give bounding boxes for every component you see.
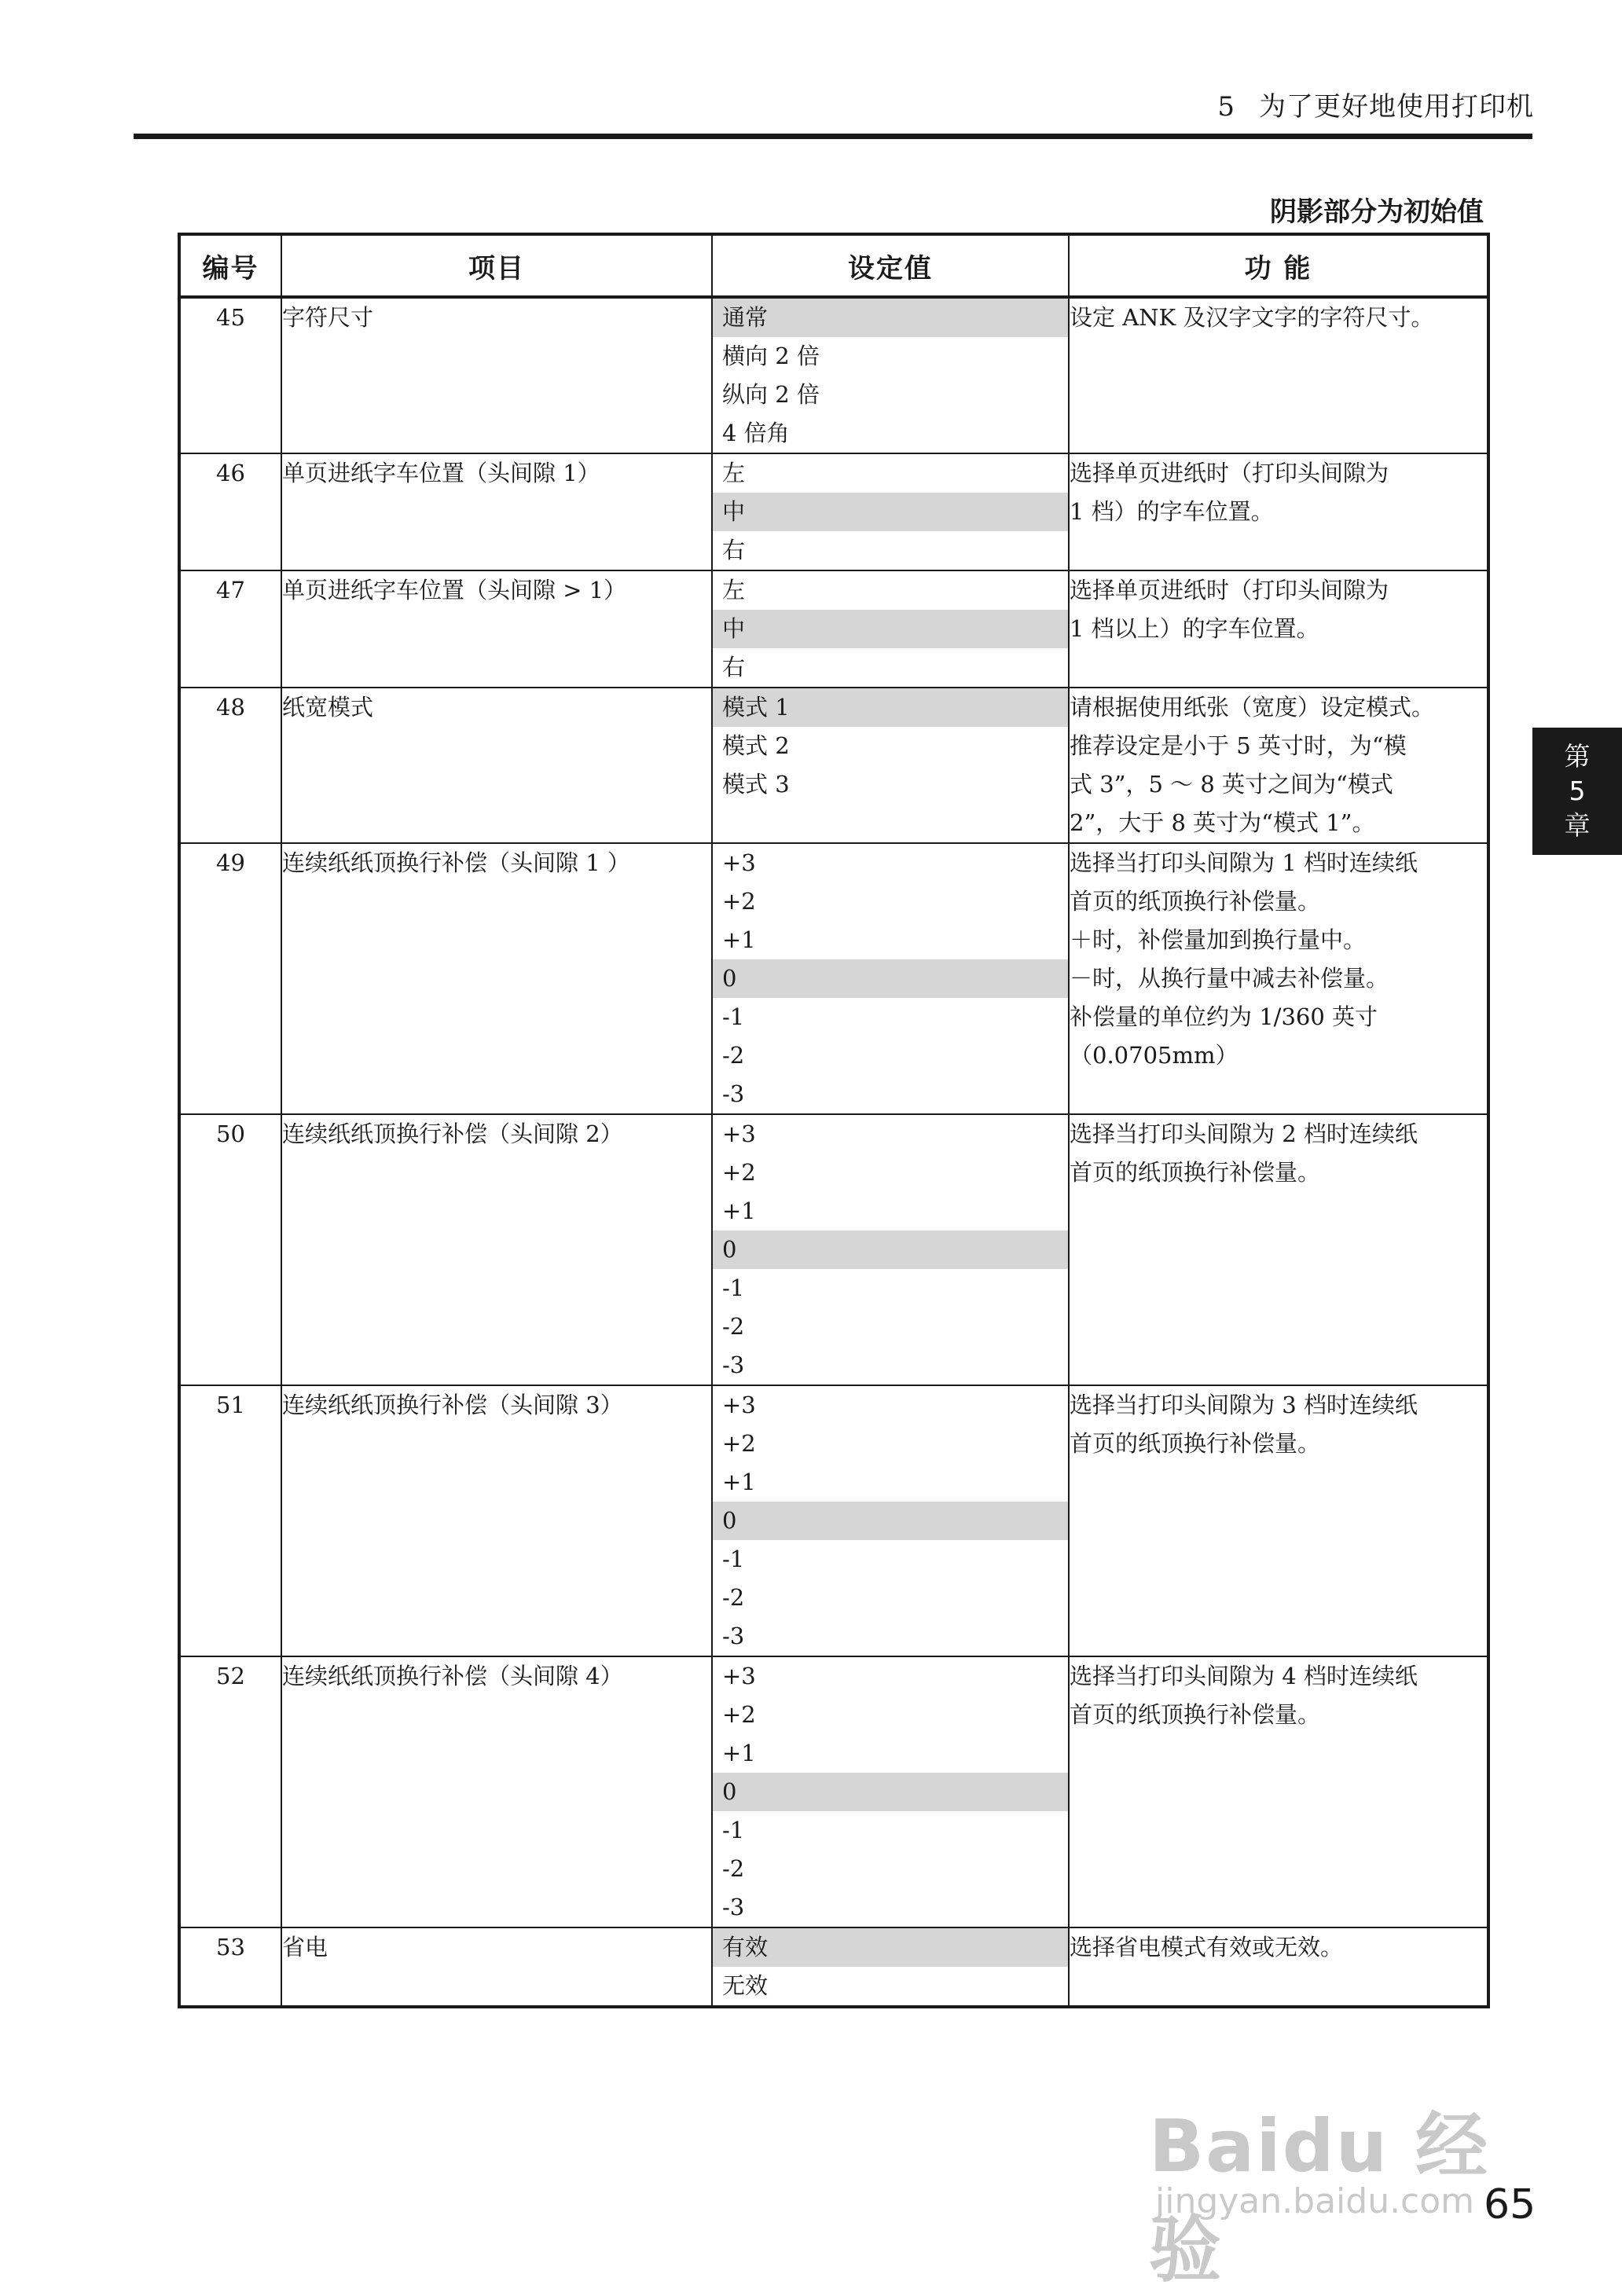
side-tab-line-2: 5 [1569, 776, 1586, 806]
table-row [179, 453, 1488, 570]
row-function [1069, 453, 1488, 570]
function-text-line: 1 档以上）的字车位置。 [1070, 615, 1319, 642]
setting-value: -2 [722, 1313, 745, 1340]
row-number: 48 [179, 688, 281, 843]
setting-value: 左 [722, 460, 746, 486]
row-number: 45 [179, 297, 281, 453]
row-setting-values [712, 1656, 1069, 1927]
setting-value: -1 [722, 1003, 745, 1030]
function-text-line: （0.0705mm） [1070, 1042, 1239, 1069]
row-item: 字符尺寸 [281, 297, 712, 453]
setting-value: -3 [722, 1623, 745, 1649]
row-item: 连续纸纸顶换行补偿（头间隙 4） [281, 1656, 712, 1927]
row-number: 53 [179, 1927, 281, 2007]
row-setting-values [712, 843, 1069, 1114]
setting-value: +3 [722, 1120, 756, 1147]
function-text-line: ＋时，补偿量加到换行量中。 [1070, 926, 1367, 953]
row-number: 51 [179, 1385, 281, 1656]
row-function [1069, 570, 1488, 688]
setting-value-initial: 中 [713, 493, 1068, 531]
function-text-line: 式 3”，5 ～ 8 英寸之间为“模式 [1070, 771, 1393, 798]
setting-value: +3 [722, 1663, 756, 1689]
watermark-logo: Baidu 经验 [1149, 2104, 1490, 2292]
function-text-line: 选择当打印头间隙为 1 档时连续纸 [1070, 849, 1418, 876]
setting-value: 模式 3 [722, 771, 790, 798]
setting-value: +1 [722, 1469, 756, 1495]
watermark-url: jingyan.baidu.com [1155, 2181, 1475, 2221]
row-function [1069, 843, 1488, 1114]
function-text-line: 选择当打印头间隙为 4 档时连续纸 [1070, 1663, 1418, 1689]
setting-value: +1 [722, 1740, 756, 1766]
header-chapter-title: 为了更好地使用打印机 [1259, 91, 1534, 123]
table-row [179, 1385, 1488, 1656]
function-text-line: 推荐设定是小于 5 英寸时，为“模 [1070, 732, 1407, 759]
table-caption: 阴影部分为初始值 [1270, 196, 1484, 228]
row-function [1069, 1385, 1488, 1656]
baidu-watermark [1149, 2041, 1526, 2292]
row-function [1069, 1114, 1488, 1385]
setting-value: 4 倍角 [722, 420, 790, 446]
settings-table [178, 233, 1490, 2008]
row-setting-values [712, 1114, 1069, 1385]
function-text-line: 首页的纸顶换行补偿量。 [1070, 1701, 1321, 1728]
side-tab-line-1: 第 [1564, 741, 1591, 772]
setting-value: -2 [722, 1584, 745, 1611]
setting-value: 右 [722, 654, 746, 680]
setting-value: -1 [722, 1275, 745, 1301]
row-setting-values [712, 1927, 1069, 2007]
page-number: 65 [1484, 2181, 1536, 2228]
col-header-number: 编号 [179, 234, 281, 297]
function-text-line: 选择省电模式有效或无效。 [1070, 1934, 1344, 1960]
table-row [179, 843, 1488, 1114]
row-number: 49 [179, 843, 281, 1114]
function-text-line: 设定 ANK 及汉字文字的字符尺寸。 [1070, 304, 1434, 331]
row-setting-values [712, 1385, 1069, 1656]
row-item: 省电 [281, 1927, 712, 2007]
setting-value: +2 [722, 1701, 756, 1728]
table-row [179, 570, 1488, 688]
function-text-line: 选择当打印头间隙为 2 档时连续纸 [1070, 1120, 1418, 1147]
setting-value: -3 [722, 1894, 745, 1920]
function-text-line: 首页的纸顶换行补偿量。 [1070, 888, 1321, 915]
col-header-function: 功 能 [1069, 234, 1488, 297]
row-function [1069, 1656, 1488, 1927]
chapter-side-tab [1532, 728, 1622, 855]
setting-value-initial: 0 [713, 959, 1068, 998]
function-text-line: 补偿量的单位约为 1/360 英寸 [1070, 1003, 1378, 1030]
function-text-line: －时，从换行量中减去补偿量。 [1070, 965, 1389, 992]
setting-value: 无效 [722, 1972, 769, 1999]
setting-value: -2 [722, 1042, 745, 1069]
function-text-line: 选择单页进纸时（打印头间隙为 [1070, 460, 1389, 486]
setting-value: +1 [722, 1198, 756, 1224]
table-header-row [179, 234, 1488, 297]
setting-value-initial: 0 [713, 1773, 1068, 1811]
function-text-line: 1 档）的字车位置。 [1070, 498, 1274, 525]
setting-value: +1 [722, 926, 756, 953]
setting-value: -2 [722, 1855, 745, 1882]
setting-value: -3 [722, 1352, 745, 1378]
row-setting-values [712, 297, 1069, 453]
function-text-line: 请根据使用纸张（宽度）设定模式。 [1070, 694, 1435, 721]
row-setting-values [712, 570, 1069, 688]
row-number: 52 [179, 1656, 281, 1927]
setting-value: 右 [722, 537, 746, 563]
row-setting-values [712, 453, 1069, 570]
setting-value: +2 [722, 888, 756, 915]
row-item: 单页进纸字车位置（头间隙 1） [281, 453, 712, 570]
setting-value: +2 [722, 1159, 756, 1186]
row-setting-values [712, 688, 1069, 843]
row-function [1069, 688, 1488, 843]
row-number: 47 [179, 570, 281, 688]
setting-value: 模式 2 [722, 732, 790, 759]
setting-value: -3 [722, 1080, 745, 1107]
row-number: 50 [179, 1114, 281, 1385]
function-text-line: 2”，大于 8 英寸为“模式 1”。 [1070, 809, 1375, 836]
header-chapter-number: 5 [1217, 91, 1235, 123]
header-rule [134, 134, 1532, 139]
function-text-line: 首页的纸顶换行补偿量。 [1070, 1159, 1321, 1186]
setting-value: -1 [722, 1546, 745, 1572]
row-item: 单页进纸字车位置（头间隙 > 1） [281, 570, 712, 688]
function-text-line: 选择单页进纸时（打印头间隙为 [1070, 577, 1389, 603]
setting-value: 横向 2 倍 [722, 343, 820, 369]
setting-value: +3 [722, 849, 756, 876]
setting-value-initial: 0 [713, 1231, 1068, 1269]
row-number: 46 [179, 453, 281, 570]
function-text-line: 选择当打印头间隙为 3 档时连续纸 [1070, 1392, 1418, 1418]
col-header-item: 项目 [281, 234, 712, 297]
table-row [179, 297, 1488, 453]
setting-value: +3 [722, 1392, 756, 1418]
table-row [179, 1114, 1488, 1385]
setting-value-initial: 通常 [713, 299, 1068, 337]
side-tab-line-3: 章 [1564, 810, 1591, 841]
row-item: 连续纸纸顶换行补偿（头间隙 3） [281, 1385, 712, 1656]
setting-value-initial: 中 [713, 610, 1068, 648]
table-row [179, 1656, 1488, 1927]
running-header [1217, 85, 1534, 123]
table-row [179, 1927, 1488, 2007]
row-item: 连续纸纸顶换行补偿（头间隙 1 ） [281, 843, 712, 1114]
setting-value-initial: 0 [713, 1502, 1068, 1540]
setting-value-initial: 模式 1 [713, 688, 1068, 727]
table-body [179, 297, 1488, 2007]
col-header-setting: 设定值 [712, 234, 1069, 297]
row-item: 连续纸纸顶换行补偿（头间隙 2） [281, 1114, 712, 1385]
row-function [1069, 297, 1488, 453]
function-text-line: 首页的纸顶换行补偿量。 [1070, 1430, 1321, 1457]
setting-value: 纵向 2 倍 [722, 381, 820, 408]
row-function [1069, 1927, 1488, 2007]
row-item: 纸宽模式 [281, 688, 712, 843]
setting-value-initial: 有效 [713, 1928, 1068, 1967]
table-row [179, 688, 1488, 843]
setting-value: -1 [722, 1817, 745, 1843]
setting-value: +2 [722, 1430, 756, 1457]
setting-value: 左 [722, 577, 746, 603]
